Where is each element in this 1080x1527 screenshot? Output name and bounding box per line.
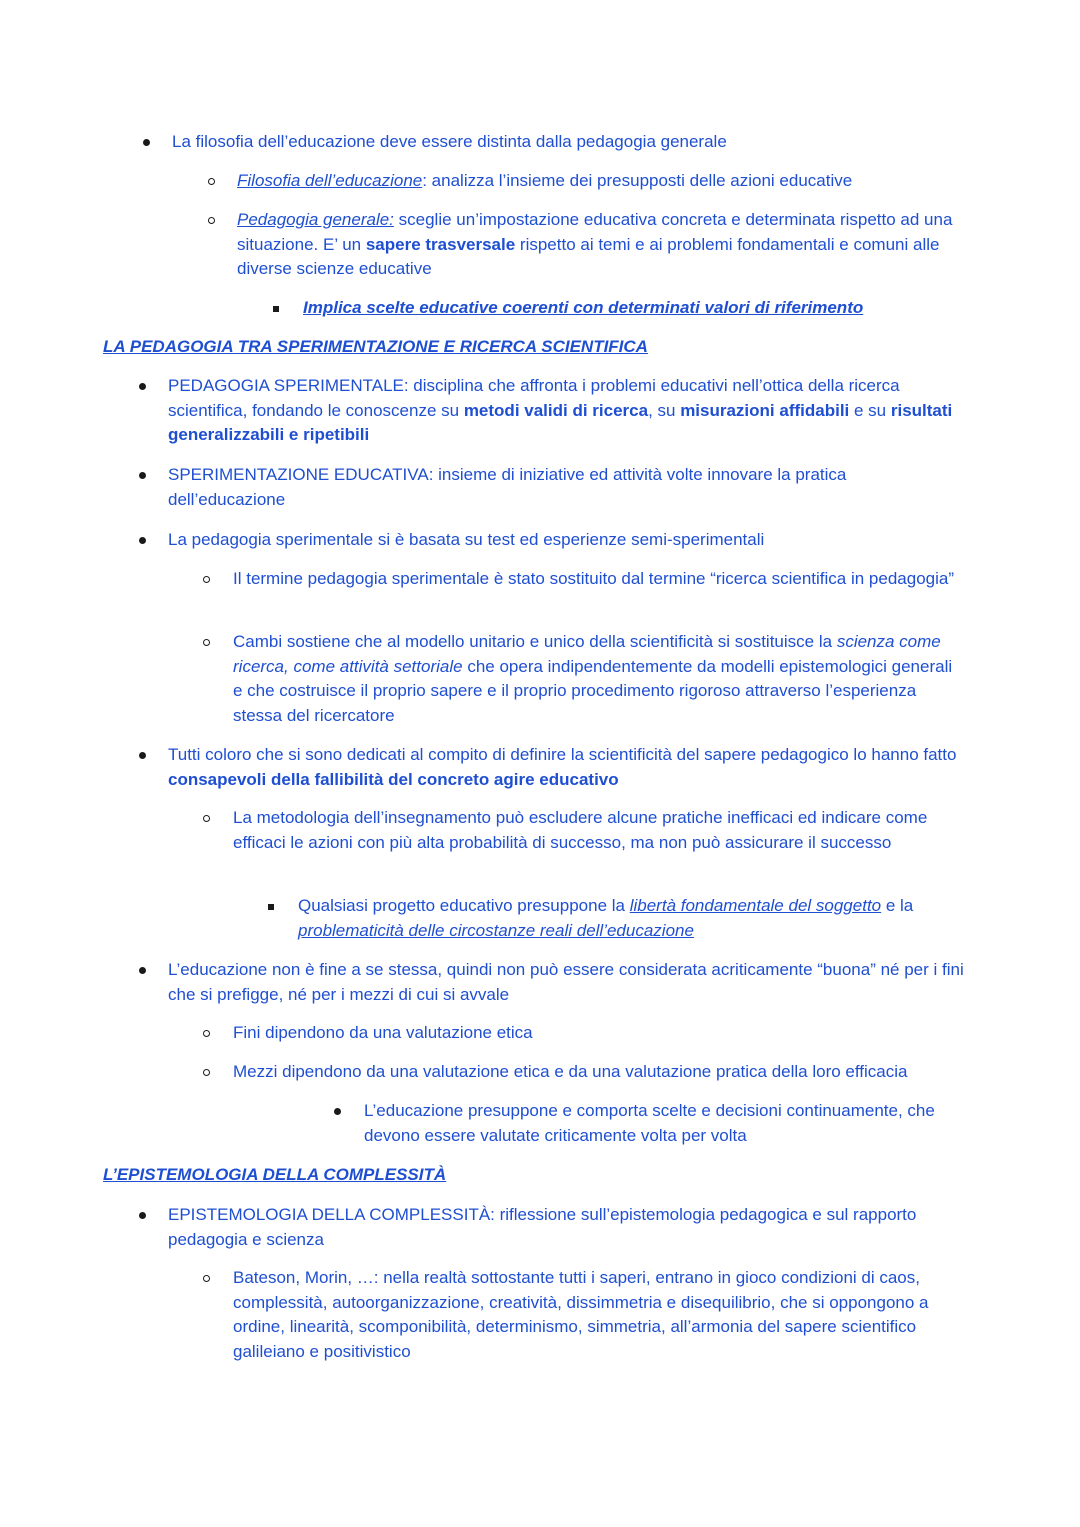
paragraph-mezzi: Mezzi dipendono da una valutazione etica e da una valutazione pratica della loro efficacia: [233, 1062, 908, 1081]
paragraph-scelte-decisioni: L’educazione presuppone e comporta scelte e decisioni continuamente, che devono essere valutate criticamente volta per volta: [364, 1101, 935, 1145]
sub-bullet-icon: [194, 806, 218, 831]
sub-bullet-icon: [194, 567, 218, 592]
paragraph-pedagogia-sperimentale: PEDAGOGIA SPERIMENTALE: disciplina che affronta i problemi educativi nell’ottica della ricerca scientifica, fondando le conoscenze su metodi validi di ricerca, su misurazioni affidabili e su risultati generalizzabili e ripetibili: [168, 376, 953, 444]
paragraph-bateson-morin: Bateson, Morin, …: nella realtà sottostante tutti i saperi, entrano in gioco condizioni di caos, complessità, autoorganizzazione, creatività, dissimmetria e disequilibrio, che si oppongono a ordine, linearità, scomponibilità, determinismo, simmetria, all’armonia del sapere scientifico galileiano e positivistico: [233, 1268, 929, 1361]
bullet-icon: [130, 958, 154, 983]
square-bullet-icon: [259, 894, 283, 919]
bullet-icon: [134, 130, 158, 155]
sub-bullet-icon: [199, 169, 223, 194]
paragraph-cambi: Cambi sostiene che al modello unitario e unico della scientificità si sostituisce la scienza come ricerca, come attività settoriale che opera indipendentemente da modelli epistemologici generali e che costruisce il proprio sapere e il proprio procedimento rigoroso attraverso l’esperienza stessa del ricercatore: [233, 632, 953, 725]
term-pedagogia-generale: Pedagogia generale:: [237, 210, 394, 229]
bullet-icon: [130, 528, 154, 553]
bullet-icon: [130, 1203, 154, 1228]
paragraph-test-semisperimentali: La pedagogia sperimentale si è basata su test ed esperienze semi-sperimentali: [168, 530, 765, 549]
paragraph-fini: Fini dipendono da una valutazione etica: [233, 1023, 533, 1042]
bullet-icon: [130, 374, 154, 399]
bullet-icon: [130, 463, 154, 488]
paragraph-pedagogia-generale: Pedagogia generale: sceglie un’impostazione educativa concreta e determinata rispetto ad una situazione. E’ un sapere trasversale rispetto ai temi e ai problemi fondamentali e comuni alle diverse scienze educative: [237, 210, 953, 278]
section-heading-complessita: L’EPISTEMOLOGIA DELLA COMPLESSITÀ: [103, 1165, 447, 1184]
paragraph-filosofia-def: Filosofia dell’educazione: analizza l’insieme dei presupposti delle azioni educative: [237, 171, 853, 190]
sub-bullet-icon: [194, 1021, 218, 1046]
sub-bullet-icon: [194, 630, 218, 655]
bullet-icon: [130, 743, 154, 768]
paragraph-implica-scelte: Implica scelte educative coerenti con determinati valori di riferimento: [303, 298, 864, 317]
section-heading-sperimentazione: LA PEDAGOGIA TRA SPERIMENTAZIONE E RICERCA SCIENTIFICA: [103, 337, 648, 356]
paragraph-epistemologia-complessita: EPISTEMOLOGIA DELLA COMPLESSITÀ: riflessione sull’epistemologia pedagogica e sul rapporto pedagogia e scienza: [168, 1205, 917, 1249]
bullet-icon: [325, 1099, 349, 1124]
paragraph-educazione-non-fine: L’educazione non è fine a se stessa, quindi non può essere considerata acriticamente “buona” né per i fini che si prefigge, né per i mezzi di cui si avvale: [168, 960, 964, 1004]
term-filosofia: Filosofia dell’educazione: [237, 171, 423, 190]
sub-bullet-icon: [199, 208, 223, 233]
square-bullet-icon: [264, 296, 288, 321]
paragraph-termine-sostituito: Il termine pedagogia sperimentale è stato sostituito dal termine “ricerca scientifica in pedagogia”: [233, 569, 954, 588]
paragraph-filosofia-distinta: La filosofia dell’educazione deve essere distinta dalla pedagogia generale: [172, 132, 727, 151]
sub-bullet-icon: [194, 1060, 218, 1085]
paragraph-sperimentazione-educativa: SPERIMENTAZIONE EDUCATIVA: insieme di iniziative ed attività volte innovare la pratica dell’educazione: [168, 465, 847, 509]
sub-bullet-icon: [194, 1266, 218, 1291]
paragraph-progetto-educativo: Qualsiasi progetto educativo presuppone la libertà fondamentale del soggetto e la problematicità delle circostanze reali dell’educazione: [298, 896, 914, 940]
paragraph-metodologia: La metodologia dell’insegnamento può escludere alcune pratiche inefficaci ed indicare come efficaci le azioni con più alta probabilità di successo, ma non può assicurare il successo: [233, 808, 928, 852]
paragraph-fallibilita: Tutti coloro che si sono dedicati al compito di definire la scientificità del sapere pedagogico lo hanno fatto consapevoli della fallibilità del concreto agire educativo: [168, 745, 957, 789]
